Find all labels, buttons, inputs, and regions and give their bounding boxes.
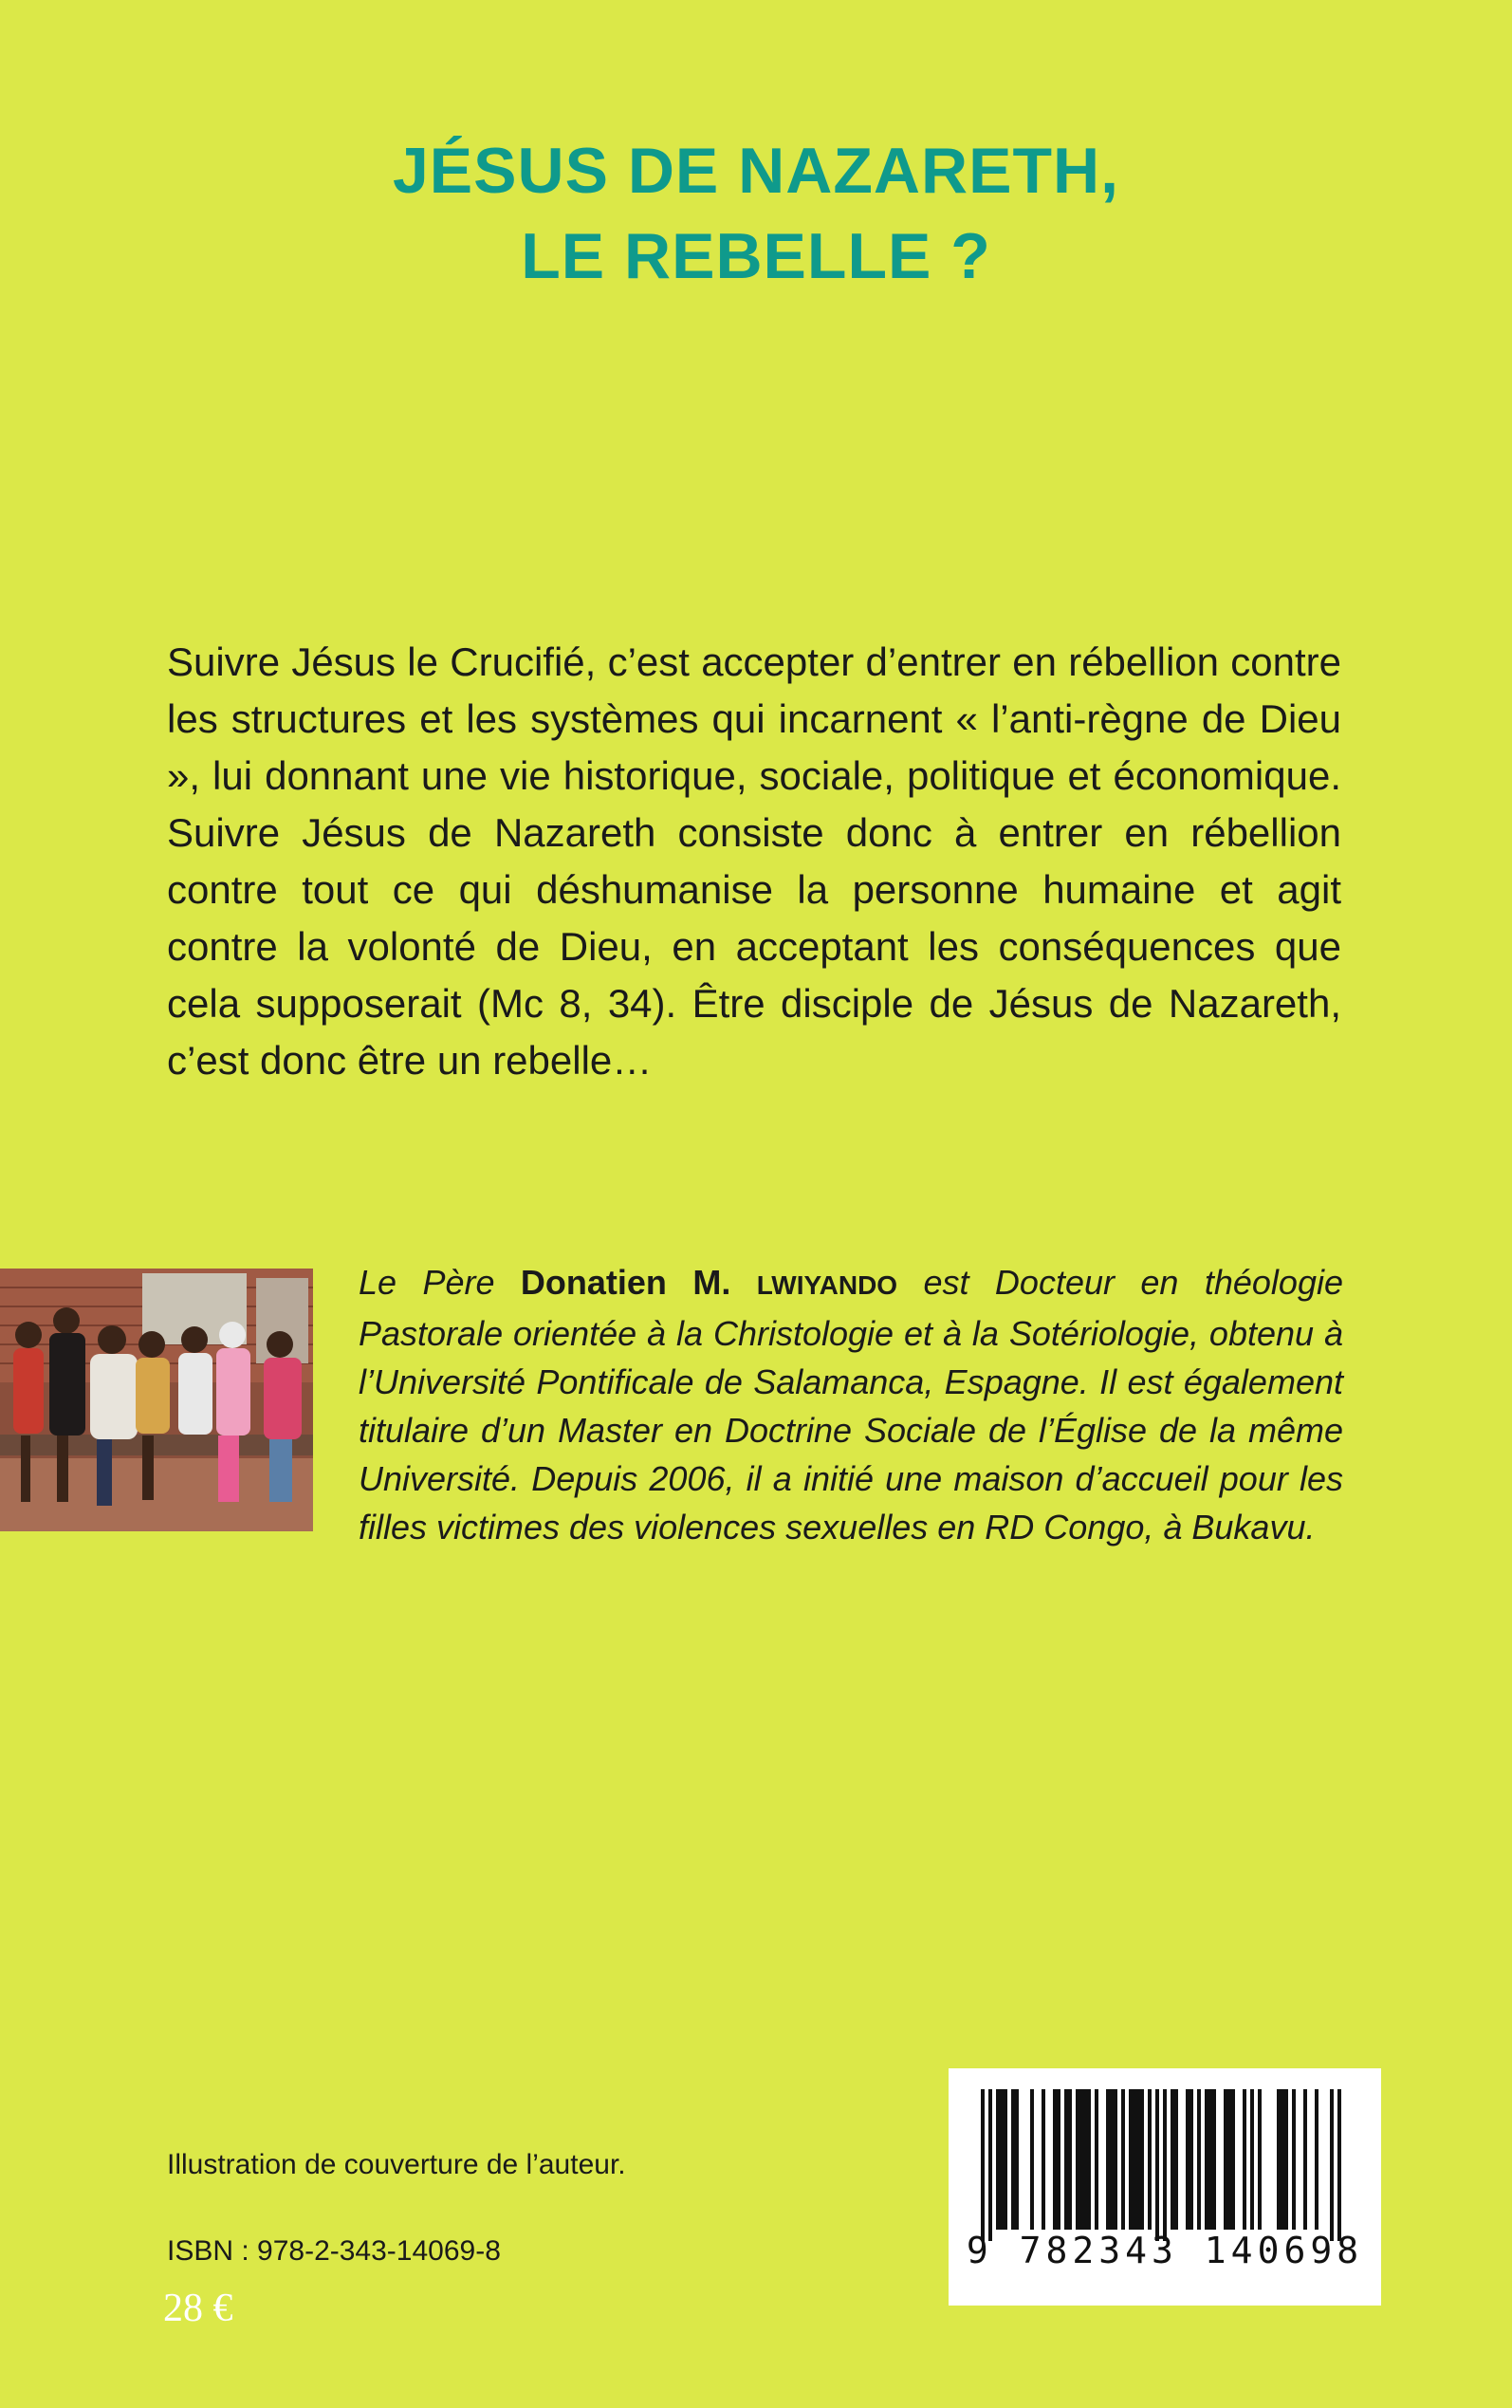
barcode-bar	[1076, 2089, 1079, 2230]
author-last-name: LWIYANDO	[756, 1270, 898, 1300]
barcode-bar	[1011, 2089, 1015, 2230]
price: 28 €	[163, 2287, 233, 2330]
barcode-bar	[1015, 2089, 1019, 2230]
barcode-bar	[988, 2089, 992, 2241]
barcode-bar	[1133, 2089, 1136, 2230]
barcode-bar	[1224, 2089, 1227, 2230]
barcode-bar	[1231, 2089, 1235, 2230]
barcode-bar	[1004, 2089, 1007, 2230]
barcode-bar	[1277, 2089, 1281, 2230]
author-name	[521, 1263, 897, 1302]
barcode-bar	[1083, 2089, 1087, 2230]
barcode-bar	[1068, 2089, 1072, 2230]
barcode-bar	[1079, 2089, 1083, 2230]
author-biography	[359, 1258, 1343, 1551]
barcode-bar	[1057, 2089, 1060, 2230]
barcode-bar	[1148, 2089, 1152, 2230]
book-title-line-1: JÉSUS DE NAZARETH,	[392, 135, 1120, 207]
barcode-bar	[1174, 2089, 1178, 2230]
barcode	[949, 2068, 1381, 2306]
barcode-bar	[1106, 2089, 1110, 2230]
barcode-bar	[1064, 2089, 1068, 2230]
author-photo	[0, 1269, 313, 1531]
barcode-bar	[1186, 2089, 1189, 2230]
barcode-bar	[1337, 2089, 1341, 2241]
barcode-bar	[1129, 2089, 1133, 2230]
book-title-line-2: LE REBELLE ?	[521, 220, 991, 292]
barcode-bar	[1189, 2089, 1193, 2230]
barcode-bar	[981, 2089, 985, 2241]
barcode-bar	[1053, 2089, 1057, 2230]
author-bio-text: est Docteur en théologie Pastorale orientée à la Christologie et à la Sotériologie, obtenu à l’Université Pontificale de Salamanca, Espagne. Il est également titulaire d’un Master en Doctrine Sociale de l’Église de la même Université. Depuis 2006, il a initié une maison d’accueil pour les filles victimes des violences sexuelles en RD Congo, à Bukavu.	[359, 1263, 1343, 1547]
barcode-bar	[1208, 2089, 1212, 2230]
barcode-bar	[1000, 2089, 1004, 2230]
barcode-bar	[1284, 2089, 1288, 2230]
barcode-bar	[1250, 2089, 1254, 2230]
barcode-bar	[1095, 2089, 1098, 2230]
barcode-digits: 9 782343 140698	[966, 2230, 1364, 2271]
barcode-bar	[1227, 2089, 1231, 2230]
barcode-bar	[1114, 2089, 1117, 2230]
barcode-bar	[1197, 2089, 1201, 2230]
barcode-bar	[1042, 2089, 1045, 2230]
barcode-bar	[1258, 2089, 1262, 2230]
barcode-bar	[1155, 2089, 1159, 2241]
book-title	[0, 128, 1512, 299]
barcode-bar	[1243, 2089, 1246, 2230]
barcode-bar	[1163, 2089, 1167, 2241]
barcode-bar	[1110, 2089, 1114, 2230]
barcode-bar	[1171, 2089, 1174, 2230]
barcode-bar	[1121, 2089, 1125, 2230]
barcode-bar	[1205, 2089, 1208, 2230]
author-bio-intro: Le Père	[359, 1263, 521, 1302]
barcode-bar	[1136, 2089, 1140, 2230]
cover-illustration-credit: Illustration de couverture de l’auteur.	[167, 2149, 626, 2180]
author-first-name: Donatien M.	[520, 1263, 757, 1302]
barcode-bar	[1030, 2089, 1034, 2230]
barcode-bar	[996, 2089, 1000, 2230]
barcode-bar	[1087, 2089, 1091, 2230]
barcode-bar	[1303, 2089, 1307, 2230]
barcode-bar	[1212, 2089, 1216, 2230]
barcode-bar	[1315, 2089, 1318, 2230]
barcode-bar	[1330, 2089, 1334, 2241]
barcode-bar	[1140, 2089, 1144, 2230]
book-blurb: Suivre Jésus le Crucifié, c’est accepter d’entrer en rébellion contre les structures et les systèmes qui incarnent « l’anti-règne de Dieu », lui donnant une vie historique, sociale, politique et économique. Suivre Jésus de Nazareth consiste donc à entrer en rébellion contre tout ce qui déshumanise la personne humaine et agit contre la volonté de Dieu, en acceptant les conséquences que cela supposerait (Mc 8, 34). Être disciple de Jésus de Nazareth, c’est donc être un rebelle…	[167, 639, 1341, 1083]
barcode-bar	[1292, 2089, 1296, 2230]
isbn: ISBN : 978-2-343-14069-8	[167, 2235, 501, 2267]
barcode-bar	[1281, 2089, 1284, 2230]
